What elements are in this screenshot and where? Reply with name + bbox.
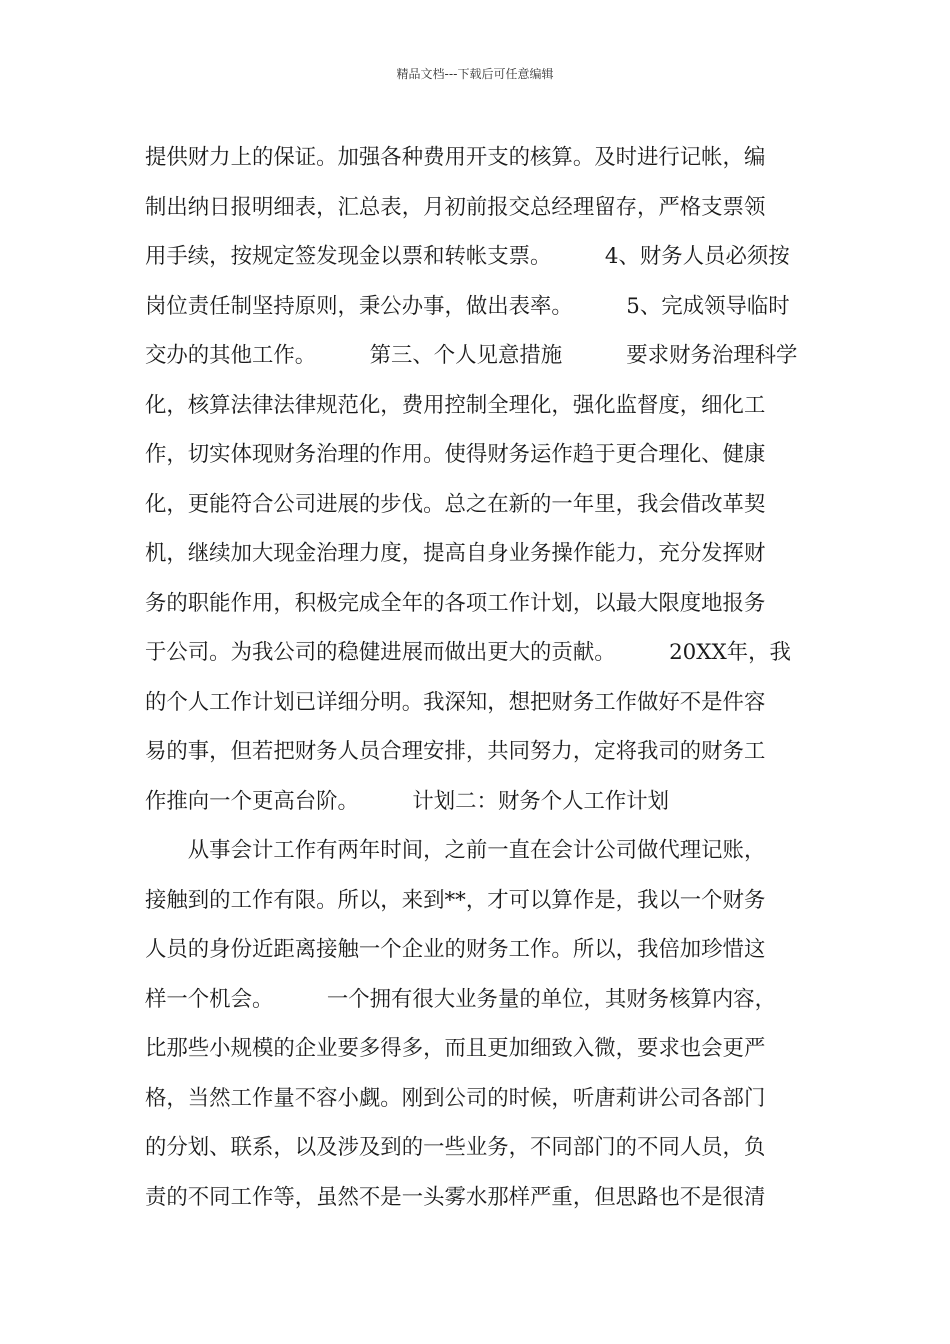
text-line: 机，继续加大现金治理力度，提高自身业务操作能力，充分发挥财	[145, 541, 766, 566]
text-line: 从事会计工作有两年时间，之前一直在会计公司做代理记账，	[145, 838, 766, 863]
text-line: 的个人工作计划已详细分明。我深知，想把财务工作做好不是件容	[145, 689, 766, 715]
text-line: 责的不同工作等，虽然不是一头雾水那样严重，但思路也不是很清	[145, 1184, 766, 1210]
text-line: 制出纳日报明细表，汇总表，月初前报交总经理留存，严格支票领	[145, 194, 766, 220]
text-line: 化，更能符合公司进展的步伐。总之在新的一年里，我会借改革契	[145, 491, 766, 517]
text-line: 接触到的工作有限。所以，来到**，才可以算作是，我以一个财务	[145, 887, 766, 913]
text-line: 的分划、联系，以及涉及到的一些业务，不同部门的不同人员，负	[145, 1135, 766, 1160]
text-line: 格，当然工作量不容小觑。刚到公司的时候，听唐莉讲公司各部门	[145, 1085, 766, 1111]
text-line: 人员的身份近距离接触一个企业的财务工作。所以，我倍加珍惜这	[145, 937, 766, 962]
text-line: 于公司。为我公司的稳健进展而做出更大的贡献。 20XX年，我	[145, 640, 791, 665]
text-line: 易的事，但若把财务人员合理安排，共同努力，定将我司的财务工	[145, 739, 766, 764]
text-line: 比那些小规模的企业要多得多，而且更加细致入微，要求也会更严	[145, 1036, 766, 1061]
text-line: 样一个机会。 一个拥有很大业务量的单位，其财务核算内容，	[145, 986, 777, 1012]
text-line: 务的职能作用，积极完成全年的各项工作计划，以最大限度地报务	[145, 590, 766, 616]
body-text	[145, 133, 805, 1222]
text-line: 作推向一个更高台阶。 计划二：财务个人工作计划	[145, 788, 670, 814]
text-line: 提供财力上的保证。加强各种费用开支的核算。及时进行记帐，编	[145, 145, 766, 170]
text-line: 化，核算法律法律规范化，费用控制全理化，强化监督度，细化工	[145, 392, 766, 418]
page-header: 精品文档---下载后可任意编辑	[396, 67, 554, 81]
text-line: 作，切实体现财务治理的作用。使得财务运作趋于更合理化、健康	[145, 442, 766, 467]
text-line: 岗位责任制坚持原则，秉公办事，做出表率。 5、完成领导临时	[145, 293, 790, 319]
text-line: 交办的其他工作。 第三、个人见意措施 要求财务治理科学	[145, 343, 798, 368]
text-line: 用手续，按规定签发现金以票和转帐支票。 4、财务人员必须按	[145, 244, 790, 269]
